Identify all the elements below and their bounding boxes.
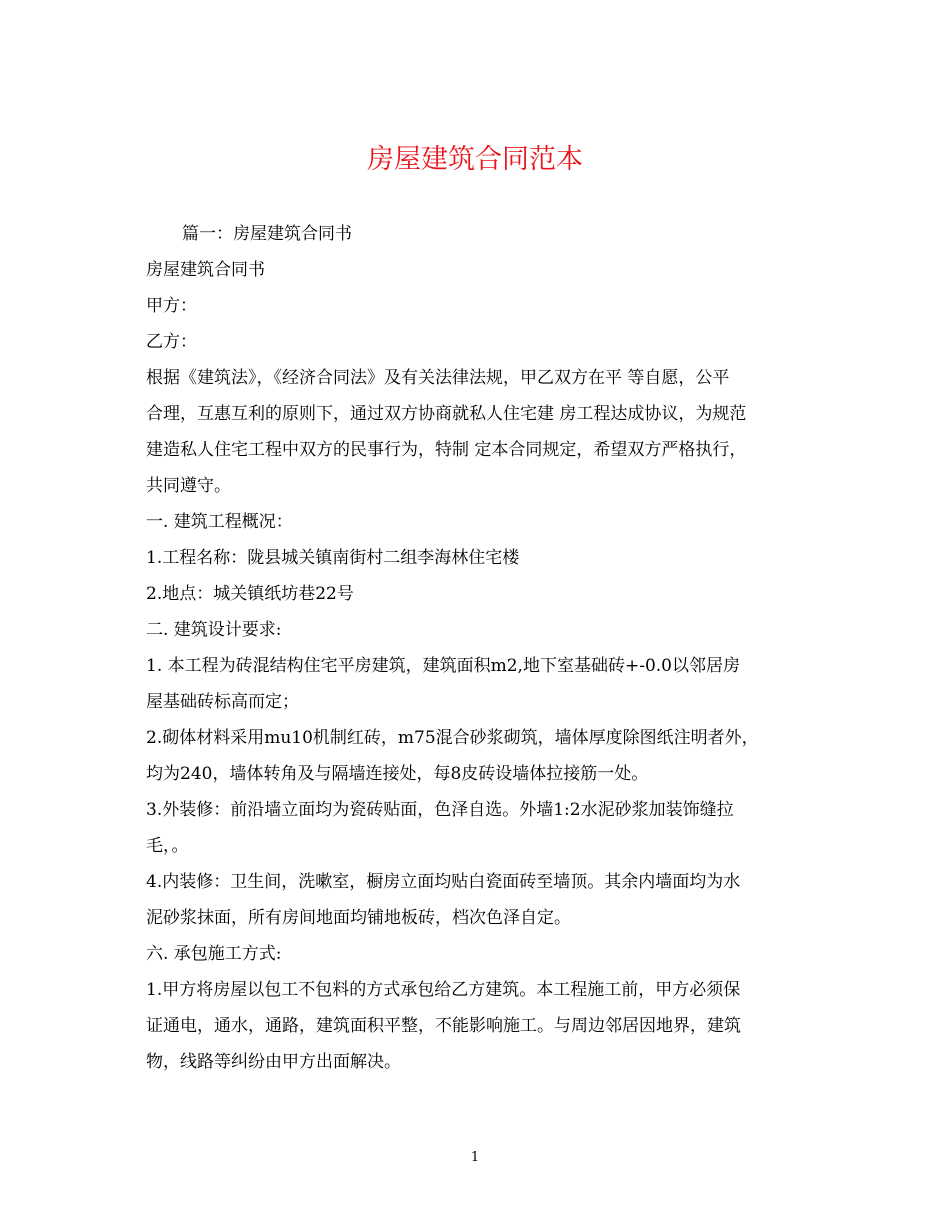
clause-2-heading: 二. 建筑设计要求: bbox=[146, 620, 282, 640]
clause-2-item-2-line: 均为240，墙体转角及与隔墙连接处，每8皮砖设墙体拉接筋一处。 bbox=[146, 764, 649, 784]
clause-6-item-1-line: 1.甲方将房屋以包工不包料的方式承包给乙方建筑。本工程施工前，甲方必须保 bbox=[146, 980, 741, 1000]
clause-2-item-1-line: 屋基础砖标高而定； bbox=[146, 692, 299, 712]
clause-2-item-4-line: 泥砂浆抹面，所有房间地面均铺地板砖，档次色泽自定。 bbox=[146, 908, 571, 928]
page-number: 1 bbox=[470, 1150, 480, 1165]
preamble-line: 根据《建筑法》，《经济合同法》及有关法律法规，甲乙双方在平 等自愿，公平 bbox=[146, 368, 730, 388]
clause-2-item-4-line: 4.内装修：卫生间，洗嗽室，橱房立面均贴白瓷面砖至墙顶。其余内墙面均为水 bbox=[146, 872, 741, 892]
document-title: 房屋建筑合同范本 bbox=[367, 144, 583, 175]
party-a-label: 甲方： bbox=[146, 296, 197, 316]
document-body bbox=[146, 216, 806, 1080]
clause-1-heading: 一. 建筑工程概况： bbox=[146, 512, 293, 532]
clause-2-item-1-line: 1. 本工程为砖混结构住宅平房建筑，建筑面积m2,地下室基础砖+-0.0以邻居房 bbox=[146, 656, 740, 676]
party-b-label: 乙方： bbox=[146, 332, 197, 352]
preamble-line: 共同遵守。 bbox=[146, 476, 231, 496]
clause-6-item-1-line: 物，线路等纠纷由甲方出面解决。 bbox=[146, 1052, 401, 1072]
section-heading: 篇一：房屋建筑合同书 bbox=[182, 224, 352, 244]
clause-2-item-3-line: 毛，。 bbox=[146, 836, 189, 856]
clause-1-item-name: 1.工程名称：陇县城关镇南街村二组李海林住宅楼 bbox=[146, 548, 520, 568]
clause-2-item-3-line: 3.外装修：前沿墙立面均为瓷砖贴面，色泽自选。外墙1:2水泥砂浆加装饰缝拉 bbox=[146, 800, 734, 820]
clause-6-item-1-line: 证通电，通水，通路，建筑面积平整，不能影响施工。与周边邻居因地界，建筑 bbox=[146, 1016, 741, 1036]
clause-6-heading: 六. 承包施工方式: bbox=[146, 944, 282, 964]
contract-name: 房屋建筑合同书 bbox=[146, 260, 265, 280]
clause-1-item-location: 2.地点：城关镇纸坊巷22号 bbox=[146, 584, 354, 604]
preamble-line: 建造私人住宅工程中双方的民事行为，特制 定本合同规定，希望双方严格执行， bbox=[146, 440, 747, 460]
preamble-line: 合理，互惠互利的原则下，通过双方协商就私人住宅建 房工程达成协议，为规范 bbox=[146, 404, 747, 424]
clause-2-item-2-line: 2.砌体材料采用mu10机制红砖，m75混合砂浆砌筑，墙体厚度除图纸注明者外， bbox=[146, 728, 759, 748]
